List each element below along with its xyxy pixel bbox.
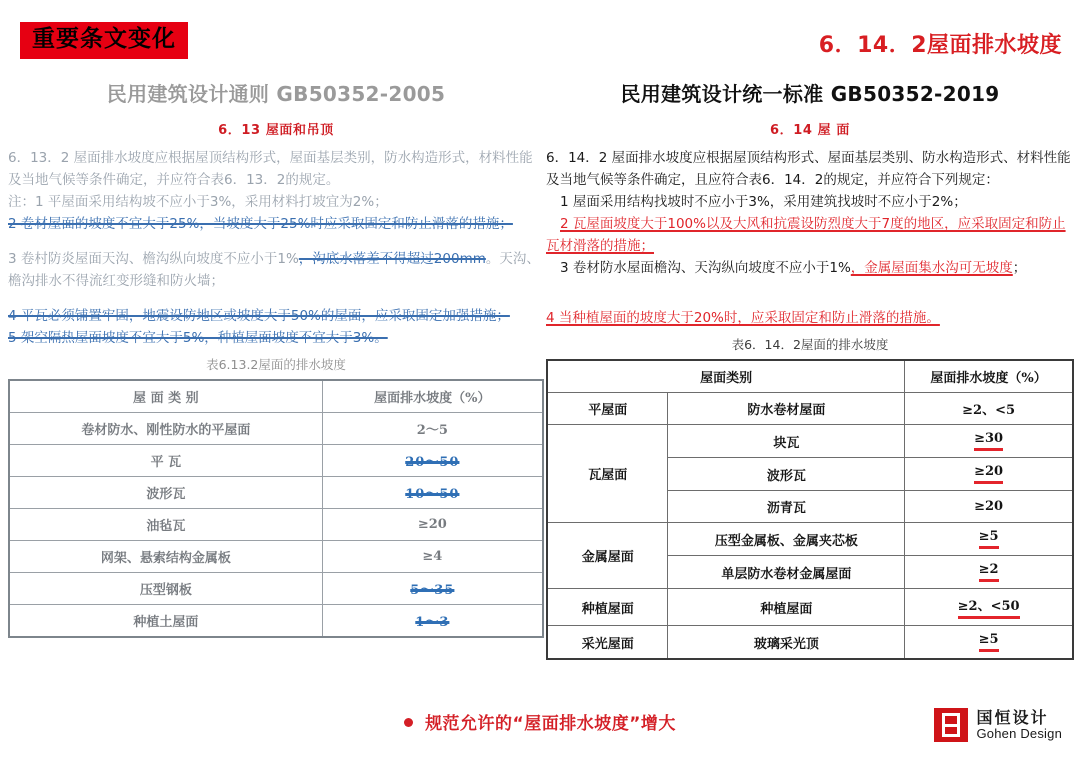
footer-summary-note <box>0 709 1080 734</box>
table-row <box>547 523 1073 556</box>
left-table-caption: 表6.13.2屋面的排水坡度 <box>206 357 346 372</box>
table-row <box>547 393 1073 425</box>
right-paragraph-4-mixed <box>546 257 1074 279</box>
right-p4-suffix: ； <box>1012 260 1027 276</box>
right-row-6-value-text: ≥2、<50 <box>958 595 1020 619</box>
right-row-7-value <box>905 626 1073 660</box>
table-row <box>9 413 543 445</box>
right-row-5-value-text: ≥2 <box>979 562 999 582</box>
right-table-caption: 表6．14．2屋面的排水坡度 <box>731 337 889 352</box>
right-standard-title: 民用建筑设计统一标准 GB50352-2019 <box>620 82 1000 106</box>
left-row-6-value <box>322 605 543 638</box>
right-row-4-group: 金属屋面 <box>547 523 668 589</box>
left-row-4-value: ≥4 <box>322 541 543 573</box>
right-paragraph-5-added: 4 当种植屋面的坡度大于20%时，应采取固定和防止滑落的措施。 <box>546 310 940 326</box>
bullet-icon <box>404 718 413 727</box>
right-paragraph-1: 6．14．2 屋面排水坡度应根据屋顶结构形式、屋面基层类别、防水构造形式、材料性能及当地气候等条件确定，且应符合表6．14．2的规定，并应符合下列规定： <box>546 150 1071 188</box>
logo-text-block <box>976 707 1062 741</box>
right-row-1-name: 块瓦 <box>668 425 905 458</box>
left-th-category: 屋 面 类 别 <box>9 380 322 413</box>
table-row <box>9 573 543 605</box>
right-paragraph-2: 1 屋面采用结构找坡时不应小于3%，采用建筑找坡时不应小于2%； <box>560 194 967 210</box>
gohen-logo-icon <box>934 708 968 742</box>
right-p4-prefix: 3 卷材防水屋面檐沟、天沟纵向坡度不应小于1% <box>560 260 851 276</box>
table-row <box>547 626 1073 660</box>
right-row-2-name: 波形瓦 <box>668 458 905 491</box>
left-row-3-name: 油毡瓦 <box>9 509 322 541</box>
table-header-row <box>9 380 543 413</box>
table-header-row <box>547 360 1073 393</box>
right-th-category: 屋面类别 <box>547 360 905 393</box>
logo-name-en: Gohen Design <box>976 725 1062 741</box>
left-row-1-value <box>322 445 543 477</box>
left-row-0-name: 卷材防水、刚性防水的平屋面 <box>9 413 322 445</box>
table-row <box>9 477 543 509</box>
right-row-1-value <box>905 425 1073 458</box>
left-body-text <box>8 147 544 349</box>
logo-name-cn: 国恒设计 <box>976 707 1049 727</box>
left-row-4-name: 网架、悬索结构金属板 <box>9 541 322 573</box>
right-row-4-name: 压型金属板、金属夹芯板 <box>668 523 905 556</box>
right-row-2-value <box>905 458 1073 491</box>
footer-summary-text: 规范允许的“屋面排水坡度”增大 <box>425 714 676 734</box>
left-row-1-value-text: 20～50 <box>405 455 460 470</box>
right-row-3-value: ≥20 <box>905 491 1073 523</box>
left-row-1-name: 平 瓦 <box>9 445 322 477</box>
right-row-7-name: 玻璃采光顶 <box>668 626 905 660</box>
left-row-6-value-text: 1～3 <box>415 615 450 630</box>
right-standard-column <box>546 78 1074 660</box>
right-paragraph-3-added: 2 瓦屋面坡度大于100%以及大风和抗震设防烈度大于7度的地区，应采取固定和防止瓦材滑落的措施； <box>546 216 1066 254</box>
table-row <box>547 589 1073 626</box>
right-row-1-value-text: ≥30 <box>974 431 1003 451</box>
left-row-0-value: 2～5 <box>322 413 543 445</box>
right-row-4-value-text: ≥5 <box>979 529 999 549</box>
right-row-0-group: 平屋面 <box>547 393 668 425</box>
right-p4-added-part: ，金属屋面集水沟可无坡度 <box>850 260 1013 276</box>
right-section-subtitle: 6．14 屋 面 <box>770 123 850 138</box>
left-row-2-value-text: 10～50 <box>405 487 460 502</box>
right-row-1-group: 瓦屋面 <box>547 425 668 523</box>
right-slope-table <box>546 359 1074 660</box>
left-slope-table <box>8 379 544 638</box>
left-paragraph-1: 6．13．2 屋面排水坡度应根据屋顶结构形式，屋面基层类别，防水构造形式，材料性能及当地气候等条件确定，并应符合表6．13．2的规定。 <box>8 150 533 188</box>
table-row <box>9 445 543 477</box>
right-row-6-group: 种植屋面 <box>547 589 668 626</box>
right-row-6-name: 种植屋面 <box>668 589 905 626</box>
table-row <box>547 425 1073 458</box>
left-row-3-value: ≥20 <box>322 509 543 541</box>
left-p4-suffix: 。天沟、檐沟排水不得流红变形缝和防火墙； <box>8 251 540 289</box>
table-row <box>9 605 543 638</box>
right-row-2-value-text: ≥20 <box>974 464 1003 484</box>
right-row-3-name: 沥青瓦 <box>668 491 905 523</box>
section-reference-title: 6．14．2屋面排水坡度 <box>818 33 1062 58</box>
company-logo <box>934 708 1062 742</box>
left-paragraph-2: 注：1 平屋面采用结构坡不应小于3%，采用材料打坡宜为2%； <box>8 194 388 210</box>
left-row-2-value <box>322 477 543 509</box>
left-section-subtitle: 6．13 屋面和吊顶 <box>218 123 334 138</box>
left-standard-title: 民用建筑设计通则 GB50352-2005 <box>106 82 446 106</box>
right-row-7-value-text: ≥5 <box>979 632 999 652</box>
left-paragraph-4-mixed <box>8 248 544 292</box>
left-row-5-value <box>322 573 543 605</box>
right-row-0-name: 防水卷材屋面 <box>668 393 905 425</box>
left-th-slope: 屋面排水坡度（%） <box>322 380 543 413</box>
left-row-5-value-text: 5～35 <box>410 583 455 598</box>
left-p4-deleted-part: ，沟底水落差不得超过200mm <box>298 251 486 267</box>
left-paragraph-6-deleted: 5 架空隔热屋面坡度不宜大于5%，种植屋面坡度不宜大于3%。 <box>8 330 388 346</box>
left-row-2-name: 波形瓦 <box>9 477 322 509</box>
right-row-5-value <box>905 556 1073 589</box>
table-row <box>9 541 543 573</box>
right-row-0-value: ≥2、<5 <box>905 393 1073 425</box>
left-row-5-name: 压型钢板 <box>9 573 322 605</box>
right-row-7-group: 采光屋面 <box>547 626 668 660</box>
important-change-badge: 重要条文变化 <box>20 22 188 59</box>
left-row-6-name: 种植土屋面 <box>9 605 322 638</box>
table-row <box>9 509 543 541</box>
right-row-4-value <box>905 523 1073 556</box>
left-p4-prefix: 3 卷村防炎屋面天沟、檐沟纵向坡度不应小于1% <box>8 251 299 267</box>
right-body-text <box>546 147 1074 329</box>
right-row-5-name: 单层防水卷材金属屋面 <box>668 556 905 589</box>
right-th-slope: 屋面排水坡度（%） <box>905 360 1073 393</box>
left-paragraph-5-deleted: 4 平瓦必须铺置牢固，地震设防地区或坡度大于50%的屋面，应采取固定加强措施； <box>8 308 510 324</box>
right-row-6-value <box>905 589 1073 626</box>
left-standard-column <box>8 78 544 638</box>
left-paragraph-3-deleted: 2 卷材屋面的坡度不宜大于25%，当坡度大于25%时应采取固定和防止滑落的措施； <box>8 216 513 232</box>
